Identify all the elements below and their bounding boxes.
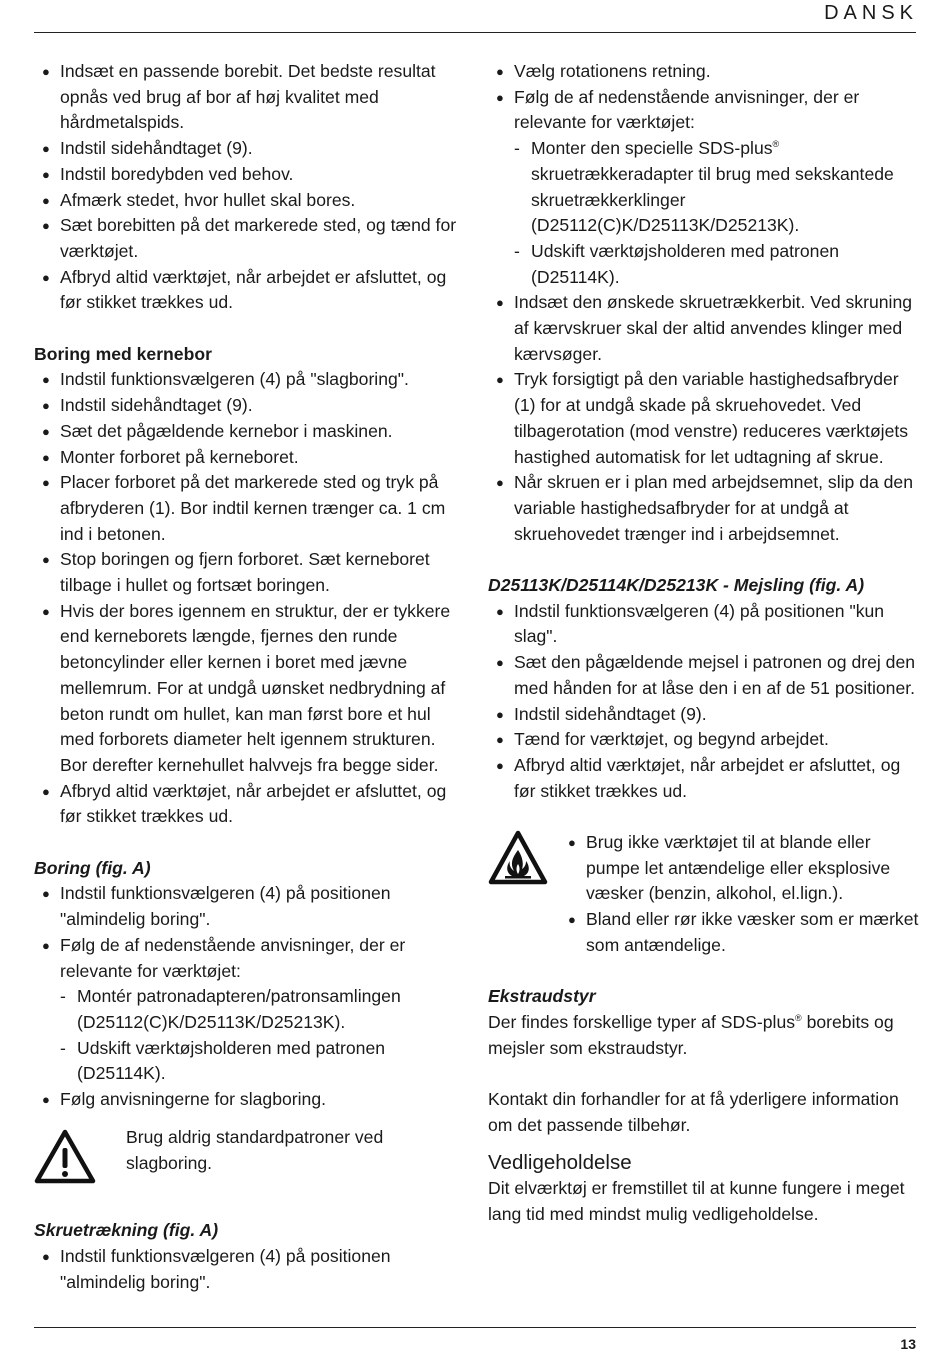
list-item: ● Indstil sidehåndtaget (9).: [34, 393, 464, 419]
list-item: ● Indstil funktionsvælgeren (4) på positionen "almindelig boring".: [34, 881, 464, 932]
list-item: ● Afbryd altid værktøjet, når arbejdet er afsluttet, og før stikket trækkes ud.: [34, 265, 464, 316]
sub-list-item: - Udskift værktøjsholderen med patronen (D25114K).: [488, 239, 920, 290]
list-item: ● Sæt det pågældende kernebor i maskinen.: [34, 419, 464, 445]
list-item: ● Indstil boredybden ved behov.: [34, 162, 464, 188]
list-item: ● Indstil funktionsvælgeren (4) på positionen "kun slag".: [488, 599, 920, 650]
sub-list-item: - Udskift værktøjsholderen med patronen (D25114K).: [34, 1036, 464, 1087]
list-item: ● Placer forboret på det markerede sted og tryk på afbryderen (1). Bor indtil kernen trænger ca. 1 cm ind i betonen.: [34, 470, 464, 547]
dealer-paragraph: Kontakt din forhandler for at få yderligere information om det passende tilbehør.: [488, 1089, 899, 1135]
section-heading-drilling: Boring (fig. A): [34, 857, 151, 878]
section-heading-screwdriving: Skruetrækning (fig. A): [34, 1220, 219, 1241]
flammable-warning-icon: [488, 830, 550, 894]
warning-text: Brug aldrig standardpatroner ved slagboring.: [126, 1126, 384, 1173]
list-item: ● Hvis der bores igennem en struktur, der er tykkere end kerneborets længde, fjernes den runde betoncylinder eller kernen i boret med jævne mellemrum. For at undgå uønsket nedbrydning af beton rundt om hullet, kan man først bore et hul med forborets diameter helt igennem strukturen. Bor derefter kernehullet halvvejs fra begge sider.: [34, 599, 464, 779]
page-number: 13: [900, 1336, 916, 1352]
list-item: ● Følg anvisningerne for slagboring.: [34, 1087, 464, 1113]
list-item: ● Tænd for værktøjet, og begynd arbejdet.: [488, 727, 920, 753]
sub-list-item: - Monter den specielle SDS-plus® skruetrækkeradapter til brug med sekskantede skruetrækkerklinger (D25112(C)K/D25113K/D25213K).: [488, 136, 920, 239]
flammable-warning-block: [488, 830, 920, 959]
list-item: ● Afbryd altid værktøjet, når arbejdet er afsluttet, og før stikket trækkes ud.: [488, 753, 920, 804]
list-item: ● Sæt borebitten på det markerede sted, og tænd for værktøjet.: [34, 213, 464, 264]
list-item: ● Vælg rotationens retning.: [488, 59, 920, 85]
warning-block: [34, 1125, 464, 1193]
footer-rule: [34, 1327, 916, 1328]
accessories-paragraph: Der findes forskellige typer af SDS-plus® borebits og mejsler som ekstraudstyr.: [488, 1011, 894, 1058]
list-item: ● Indstil funktionsvælgeren (4) på "slagboring".: [34, 367, 464, 393]
list-item: ● Følg de af nedenstående anvisninger, der er relevante for værktøjet:: [34, 933, 464, 984]
list-item: ● Indstil sidehåndtaget (9).: [34, 136, 464, 162]
list-item: ● Afbryd altid værktøjet, når arbejdet er afsluttet, og før stikket trækkes ud.: [34, 779, 464, 830]
list-item: ● Indstil funktionsvælgeren (4) på positionen "almindelig boring".: [34, 1244, 464, 1295]
list-item: ● Sæt den pågældende mejsel i patronen og drej den med hånden for at låse den i en af de 51 positioner.: [488, 650, 920, 701]
section-heading-chiselling: D25113K/D25114K/D25213K - Mejsling (fig. A): [488, 575, 865, 596]
exclamation-warning-icon: [34, 1129, 100, 1193]
list-item: ● Tryk forsigtigt på den variable hastighedsafbryder (1) for at undgå skade på skruehovedet. Ved tilbagerotation (mod venstre) reduceres værktøjets hastighed automatisk for let udtagning af skrue.: [488, 367, 920, 470]
list-item: ● Følg de af nedenstående anvisninger, der er relevante for værktøjet:: [488, 85, 920, 136]
section-heading-accessories: Ekstraudstyr: [488, 986, 596, 1007]
list-item: ● Monter forboret på kerneboret.: [34, 445, 464, 471]
list-item: ● Afmærk stedet, hvor hullet skal bores.: [34, 188, 464, 214]
list-item: ● Bland eller rør ikke væsker som er mærket som antændelige.: [560, 907, 920, 958]
right-column: [488, 59, 920, 1228]
list-item: ● Indsæt en passende borebit. Det bedste resultat opnås ved brug af bor af høj kvalitet med hårdmetalspids.: [34, 59, 464, 136]
left-column: [34, 59, 464, 1295]
header-rule: [34, 32, 916, 33]
language-header: DANSK: [824, 2, 918, 24]
list-item: ● Brug ikke værktøjet til at blande eller pumpe let antændelige eller eksplosive væsker (benzin, alkohol, el.lign.).: [560, 830, 920, 907]
list-item: ● Når skruen er i plan med arbejdsemnet, slip da den variable hastighedsafbryder for at undgå at skruehovedet trænger ind i arbejdsemnet.: [488, 470, 920, 547]
list-item: ● Indsæt den ønskede skruetrækkerbit. Ved skruning af kærvskruer skal der altid anvendes klinger med kærvsøger.: [488, 290, 920, 367]
list-item: ● Stop boringen og fjern forboret. Sæt kerneboret tilbage i hullet og fortsæt boringen.: [34, 547, 464, 598]
section-heading-maintenance: Vedligeholdelse: [488, 1151, 632, 1175]
sub-list-item: - Montér patronadapteren/patronsamlingen (D25112(C)K/D25113K/D25213K).: [34, 984, 464, 1035]
list-item: ● Indstil sidehåndtaget (9).: [488, 702, 920, 728]
section-heading-core-drilling: Boring med kernebor: [34, 343, 212, 364]
maintenance-paragraph: Dit elværktøj er fremstillet til at kunne fungere i meget lang tid med mindst mulig vedligeholdelse.: [488, 1178, 905, 1225]
